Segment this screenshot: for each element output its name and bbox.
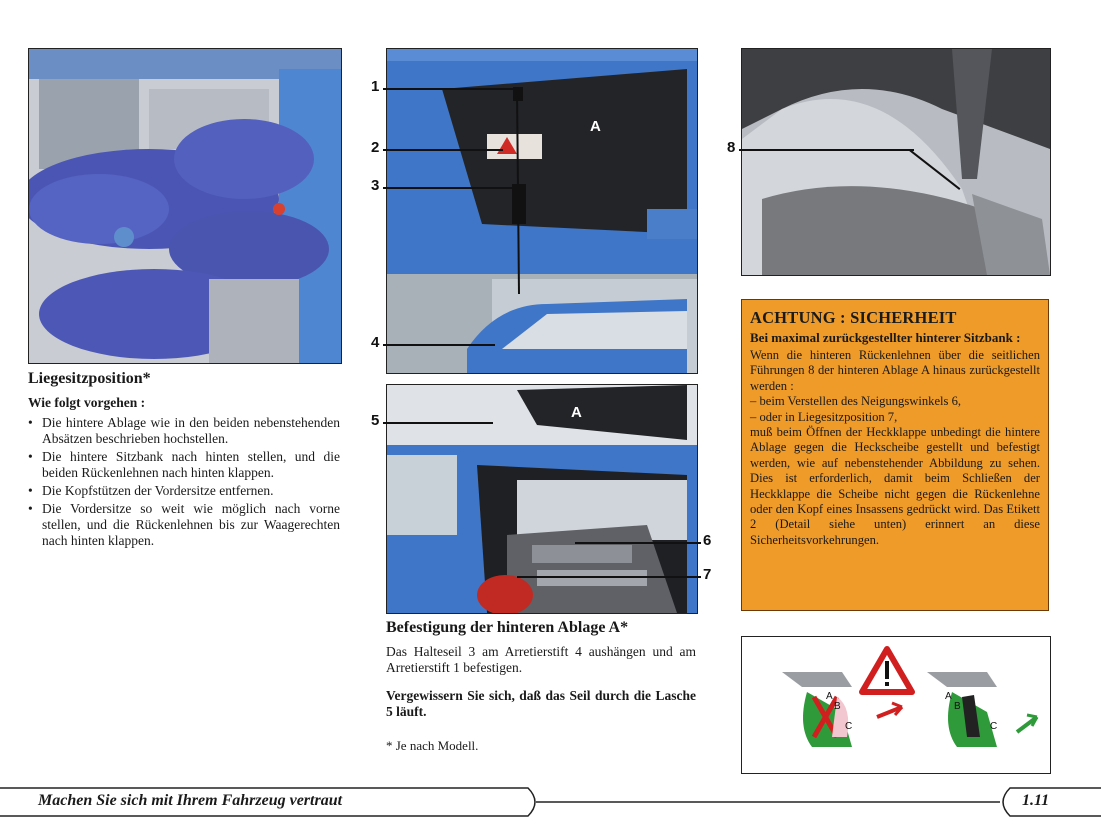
bullet-item: • Die Vordersitze so weit wie möglich nach vorne stellen, und die Rückenlehnen bis zur Waagerechten nach hinten klappen.	[28, 501, 340, 549]
warning-intro: Wenn die hinteren Rückenlehnen über die seitlichen Führungen 8 der hinteren Ablage A hinaus zurückgestellt werden :	[750, 348, 1040, 393]
middle-heading: Befestigung der hinteren Ablage A*	[386, 619, 629, 636]
bullet-item: • Die Kopfstützen der Vordersitze entfernen.	[28, 483, 340, 499]
picto-label-a2: A	[945, 691, 952, 702]
left-subheading: Wie folgt vorgehen :	[28, 395, 146, 410]
warning-subtitle: Bei maximal zurückgestellter hinterer Sitzbank :	[750, 330, 1021, 345]
callout-3: 3	[371, 177, 380, 194]
callout-5: 5	[371, 412, 380, 429]
open-tailgate-label-a: A	[571, 404, 582, 421]
callout-line-4	[383, 344, 495, 346]
warning-body	[750, 348, 1040, 548]
picto-label-c2: C	[990, 721, 998, 732]
picto-label-b1: B	[834, 701, 841, 712]
callout-6: 6	[703, 532, 712, 549]
bullet-item: • Die hintere Ablage wie in den beiden nebenstehenden Absätzen beschrieben hochstellen.	[28, 415, 340, 447]
page-number: 1.11	[1022, 792, 1050, 809]
left-heading: Liegesitzposition*	[28, 370, 151, 387]
safety-warning-box	[741, 299, 1049, 611]
middle-para-1: Das Halteseil 3 am Arretierstift 4 aushängen und am Arretierstift 1 befestigen.	[386, 644, 696, 675]
open-tailgate-photo	[386, 384, 698, 614]
callout-line-8	[739, 149, 914, 151]
callout-line-5	[383, 422, 493, 424]
callout-line-3	[383, 187, 513, 189]
callout-1: 1	[371, 78, 380, 95]
left-column	[28, 371, 340, 551]
picto-label-a1: A	[826, 691, 833, 702]
tailgate-label-a: A	[590, 118, 601, 135]
callout-2: 2	[371, 139, 380, 156]
side-guide-photo	[741, 48, 1051, 276]
picto-label-c1: C	[845, 721, 853, 732]
warning-title: ACHTUNG : SICHERHEIT	[750, 308, 957, 327]
callout-line-7	[517, 576, 701, 578]
safety-label-pictogram	[741, 636, 1051, 774]
callout-line-1	[383, 88, 515, 90]
warning-dash-1: – beim Verstellen des Neigungswinkels 6,	[750, 394, 962, 409]
left-bullet-list	[28, 415, 340, 549]
bullet-item: • Die hintere Sitzbank nach hinten stellen, und die beiden Rückenlehnen nach hinten klappen.	[28, 449, 340, 481]
middle-para-2: Vergewissern Sie sich, daß das Seil durch die Lasche 5 läuft.	[386, 688, 696, 719]
callout-line-2	[383, 149, 503, 151]
callout-4: 4	[371, 334, 380, 351]
warning-text: muß beim Öffnen der Heckklappe unbedingt die hintere Ablage gegen die Heckscheibe gestellt und befestigt werden, wie auf nebenstehender Abbildung zu sehen. Dies ist erforderlich, damit beim Schließen der Heckklappe die Scheibe nicht gegen die Rückenlehne oder den Kopf eines Insassens gedrückt wird. Das Etikett 2 (Detail siehe unten) erinnert an diese Sicherheitsvorkehrungen.	[750, 425, 1040, 547]
picto-label-b2: B	[954, 701, 961, 712]
callout-7: 7	[703, 566, 712, 583]
tailgate-shelf-photo	[386, 48, 698, 374]
seats-photo	[28, 48, 342, 364]
callout-line-6	[575, 542, 701, 544]
footer-section-title: Machen Sie sich mit Ihrem Fahrzeug vertraut	[38, 792, 343, 809]
middle-column	[386, 620, 696, 754]
warning-dash-2: – oder in Liegesitzposition 7,	[750, 409, 898, 424]
middle-footnote: * Je nach Modell.	[386, 738, 479, 753]
callout-8: 8	[727, 139, 736, 156]
